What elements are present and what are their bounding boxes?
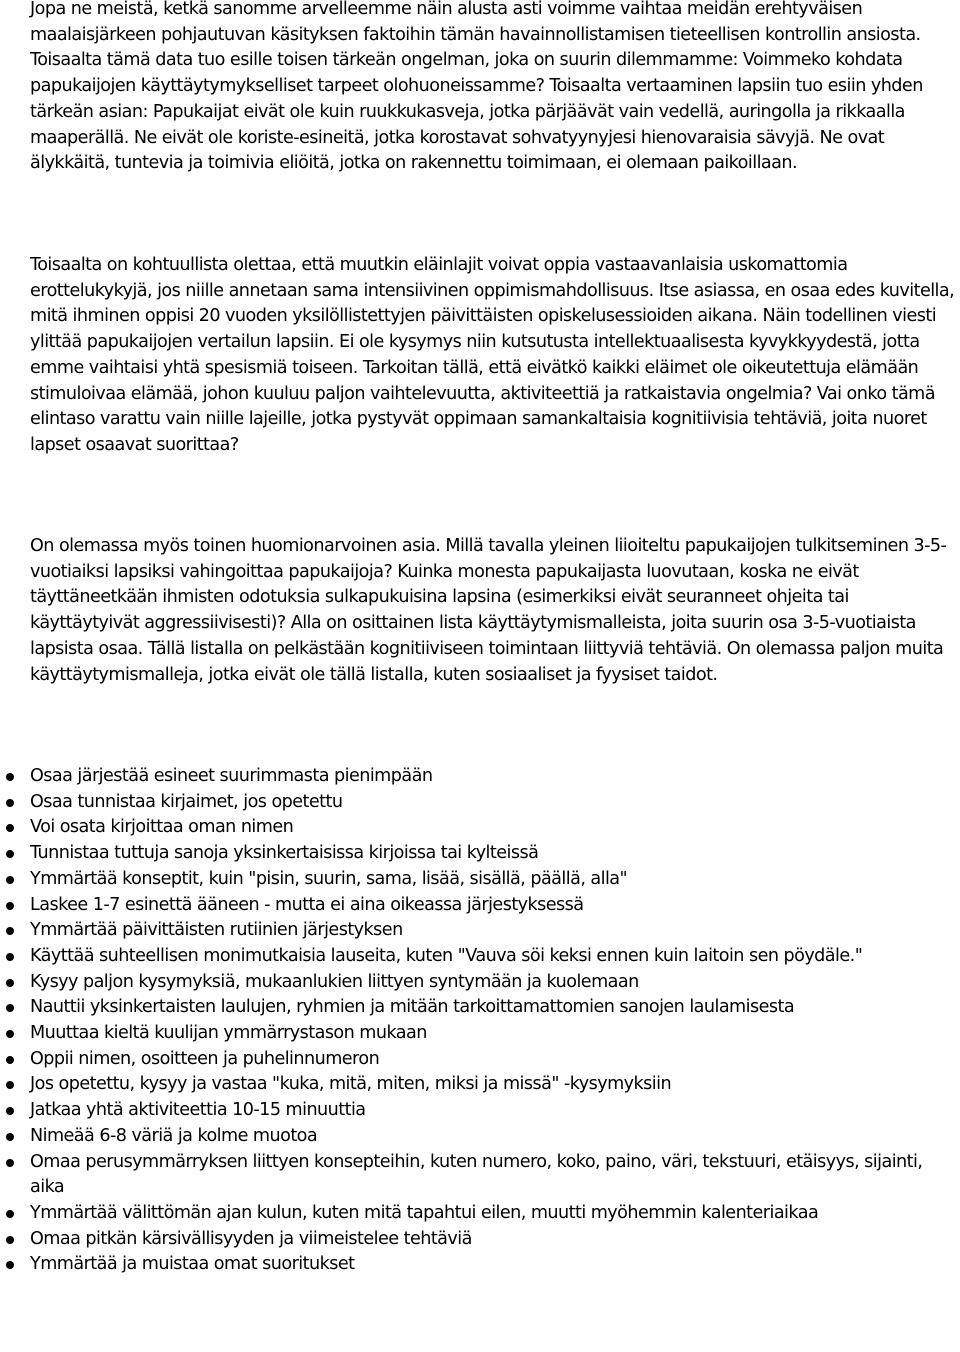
bullet-icon	[6, 824, 14, 832]
list-item	[30, 970, 960, 996]
list-item-text: Muuttaa kieltä kuulijan ymmärrystason mukaan	[30, 1023, 427, 1044]
list-item	[30, 1021, 960, 1047]
bullet-icon	[6, 953, 14, 961]
bullet-icon	[6, 979, 14, 987]
bullet-icon	[6, 902, 14, 910]
list-item	[30, 1252, 960, 1278]
bullet-icon	[6, 1261, 14, 1269]
paragraph-2: Toisaalta on kohtuullista olettaa, että muutkin eläinlajit voivat oppia vastaavanlaisia uskomattomia erottelukykyjä, jos niille annetaan sama intensiivinen oppimismahdollisuus. Itse asiassa, en osaa edes kuvitella, mitä ihminen oppisi 20 vuoden yksilöllistettyjen päivittäisten opiskelusessioiden aikana. Näin todellinen viesti ylittää papukaijojen vertailun lapsiin. Ei ole kysymys niin kutsutusta intellektuaalisesta kyvykkyydestä, jotta emme vaihtaisi yhtä spesismiä toiseen. Tarkoitan tällä, että eivätkö kaikki eläimet ole oikeutettuja elämään stimuloivaa elämää, johon kuuluu paljon vaihtelevuutta, aktiviteettiä ja ratkaistavia ongelmia? Vai onko tämä elintaso varattu vain niille lajeille, jotka pystyvät oppimaan samankaltaisia kognitiivisia tehtäviä, joita nuoret lapset osaavat suorittaa?	[30, 255, 955, 455]
bullet-icon	[6, 927, 14, 935]
bullet-icon	[6, 1081, 14, 1089]
list-item-text: Oppii nimen, osoitteen ja puhelinnumeron	[30, 1048, 380, 1069]
list-item-text: Omaa pitkän kärsivällisyyden ja viimeistelee tehtäviä	[30, 1228, 472, 1249]
list-item	[30, 1098, 960, 1124]
list-item-text: Ymmärtää päivittäisten rutiinien järjestyksen	[30, 920, 403, 941]
bullet-icon	[6, 1210, 14, 1218]
list-item	[30, 867, 960, 893]
list-item-text: Jos opetettu, kysyy ja vastaa "kuka, mitä, miten, miksi ja missä" -kysymyksiin	[30, 1074, 672, 1095]
list-item-text: Ymmärtää konseptit, kuin "pisin, suurin, sama, lisää, sisällä, päällä, alla"	[30, 868, 628, 889]
list-item-text: Voi osata kirjoittaa oman nimen	[30, 817, 294, 838]
list-item	[30, 841, 960, 867]
list-item	[30, 1072, 960, 1098]
list-item-text: Kysyy paljon kysymyksiä, mukaanlukien liittyen syntymään ja kuolemaan	[30, 971, 639, 992]
list-item-text: Laskee 1-7 esinettä ääneen - mutta ei aina oikeassa järjestyksessä	[30, 894, 584, 915]
paragraph-1: Jopa ne meistä, ketkä sanomme arvelleemme näin alusta asti voimme vaihtaa meidän erehtyväisen maalaisjärkeen pohjautuvan käsityksen faktoihin tämän havainnollistamisen tieteellisen kontrollin ansiosta. Toisaalta tämä data tuo esille toisen tärkeän ongelman, joka on suurin dilemmamme: Voimmeko kohdata papukaijojen käyttäytymykselliset tarpeet olohuoneissamme? Toisaalta vertaaminen lapsiin tuo esiin yhden tärkeän asian: Papukaijat eivät ole kuin ruukkukasveja, jotka pärjäävät vain vedellä, auringolla ja rikkaalla maaperällä. Ne eivät ole koriste-esineitä, jotka korostavat sohvatyynyjesi hienovaraisia sävyjä. Ne ovat älykkäitä, tuntevia ja toimivia eliöitä, jotka on rakennettu toimimaan, ei olemaan paikoillaan.	[30, 0, 923, 174]
list-item-text: Osaa tunnistaa kirjaimet, jos opetettu	[30, 791, 343, 812]
bullet-icon	[6, 1107, 14, 1115]
bullet-icon	[6, 876, 14, 884]
list-item	[30, 944, 960, 970]
list-item	[30, 1047, 960, 1073]
list-item-text: Ymmärtää välittömän ajan kulun, kuten mitä tapahtui eilen, muutti myöhemmin kalenteriaikaa	[30, 1202, 819, 1223]
list-item-text: Nimeää 6-8 väriä ja kolme muotoa	[30, 1125, 318, 1146]
bullet-icon	[6, 1159, 14, 1167]
list-item-text: Nauttii yksinkertaisten laulujen, ryhmien ja mitään tarkoittamattomien sanojen laulamisesta	[30, 997, 795, 1018]
bullet-icon	[6, 1236, 14, 1244]
list-item	[30, 1227, 960, 1253]
bullet-icon	[6, 799, 14, 807]
bullet-icon	[6, 1030, 14, 1038]
list-item-text: Jatkaa yhtä aktiviteettia 10-15 minuuttia	[30, 1100, 366, 1121]
bullet-icon	[6, 1004, 14, 1012]
list-item-text: Omaa perusymmärryksen liittyen konsepteihin, kuten numero, koko, paino, väri, tekstuuri, etäisyys, sijainti, aika	[30, 1151, 923, 1198]
paragraph-3: On olemassa myös toinen huomionarvoinen asia. Millä tavalla yleinen liioiteltu papukaijojen tulkitseminen 3-5-vuotiaiksi lapsiksi vahingoittaa papukaijoja? Kuinka monesta papukaijasta luovutaan, koska ne eivät täyttäneetkään ihmisten odotuksia sulkapukuisina lapsina (esimerkiksi eivät seuranneet ohjeita tai käyttäytyivät aggressiivisesti)? Alla on osittainen lista käyttäytymismalleista, joita suurin osa 3-5-vuotiaista lapsista osaa. Tällä listalla on pelkästään kognitiiviseen toimintaan liittyviä tehtäviä. On olemassa paljon muita käyttäytymismalleja, jotka eivät ole tällä listalla, kuten sosiaaliset ja fyysiset taidot.	[30, 536, 947, 685]
list-item-text: Osaa järjestää esineet suurimmasta pienimpään	[30, 766, 433, 786]
bullet-icon	[6, 1056, 14, 1064]
list-item	[30, 790, 960, 816]
list-item	[30, 1201, 960, 1227]
list-item-text: Ymmärtää ja muistaa omat suoritukset	[30, 1254, 355, 1275]
list-item-text: Käyttää suhteellisen monimutkaisia lauseita, kuten "Vauva söi keksi ennen kuin laitoin sen pöydäle."	[30, 945, 863, 966]
list-item	[30, 1150, 960, 1201]
bullet-icon	[6, 1133, 14, 1141]
list-item	[30, 815, 960, 841]
list-item	[30, 764, 960, 790]
bullet-icon	[6, 850, 14, 858]
list-item-text: Tunnistaa tuttuja sanoja yksinkertaisissa kirjoissa tai kylteissä	[30, 843, 539, 864]
list-item	[30, 1124, 960, 1150]
bullet-icon	[6, 773, 14, 781]
list-item	[30, 918, 960, 944]
list-item	[30, 995, 960, 1021]
skills-bullet-list	[30, 764, 960, 1278]
list-item	[30, 893, 960, 919]
